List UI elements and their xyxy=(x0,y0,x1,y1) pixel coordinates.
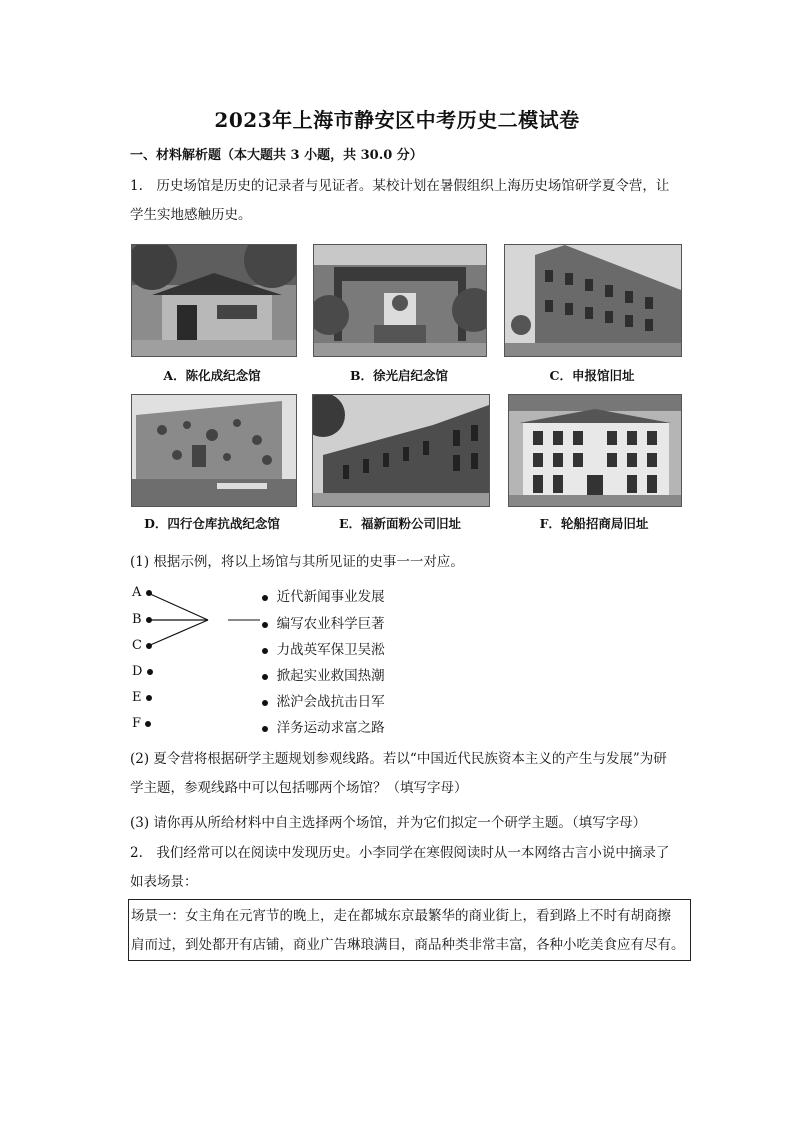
photo-a-image xyxy=(132,245,296,356)
question-1-sub-2-line-2: 学主题，参观线路中可以包括哪两个场馆？（填写字母） xyxy=(130,780,468,796)
match-left-a-letter: A xyxy=(132,585,142,600)
match-right-6-text: 洋务运动求富之路 xyxy=(276,720,385,736)
match-left-d xyxy=(132,664,153,679)
photo-b-xu-guangqi-memorial xyxy=(313,244,487,357)
dot xyxy=(146,695,152,701)
question-2-line-1: 2. 我们经常可以在阅读中发现历史。小李同学在寒假阅读时从一本网络古言小说中摘录了 xyxy=(130,845,670,861)
photo-d-image xyxy=(132,395,296,506)
caption-a: A．陈化成纪念馆 xyxy=(163,368,261,383)
match-right-3-text: 力战英军保卫吴淞 xyxy=(276,642,385,658)
question-1-sub-2-line-1: (2) 夏令营将根据研学主题规划参观线路。若以“中国近代民族资本主义的产生与发展”为研 xyxy=(130,751,667,767)
photo-e-fuxin-flour-mill xyxy=(312,394,490,507)
page-title: 2023年上海市静安区中考历史二模试卷 xyxy=(214,108,580,132)
photo-c-shenbao-building xyxy=(504,244,682,357)
match-left-d-letter: D xyxy=(132,664,143,679)
dot xyxy=(146,617,152,623)
match-right-1 xyxy=(262,585,385,605)
match-right-2 xyxy=(262,612,385,632)
scene-box xyxy=(128,899,691,961)
match-right-4-text: 掀起实业救国热潮 xyxy=(276,668,385,684)
dot xyxy=(262,674,268,680)
match-left-a xyxy=(132,585,152,600)
scene-line-2: 肩而过，到处都开有店铺，商业广告琳琅满目，商品种类非常丰富，各种小吃美食应有尽有。 xyxy=(131,937,685,953)
photo-a-chen-huacheng-memorial xyxy=(131,244,297,357)
caption-e: E．福新面粉公司旧址 xyxy=(338,516,462,531)
match-left-b xyxy=(132,612,152,627)
match-left-f-letter: F xyxy=(132,716,142,731)
question-1-sub-2 xyxy=(130,745,695,803)
match-left-e-letter: E xyxy=(132,690,142,705)
photo-f-china-merchants-bureau xyxy=(508,394,682,507)
question-1-sub-1: (1) 根据示例，将以上场馆与其所见证的史事一一对应。 xyxy=(130,554,464,570)
match-left-c-letter: C xyxy=(132,638,142,653)
match-right-4 xyxy=(262,664,385,684)
dot xyxy=(146,643,152,649)
question-1-line-1: 1. 历史场馆是历史的记录者与见证者。某校计划在暑假组织上海历史场馆研学夏令营，让 xyxy=(130,178,670,194)
dot xyxy=(262,595,268,601)
caption-d: D．四行仓库抗战纪念馆 xyxy=(144,516,280,531)
photo-b-image xyxy=(314,245,486,356)
photo-c-image xyxy=(505,245,681,356)
question-2-line-2: 如表场景： xyxy=(130,874,198,890)
dot xyxy=(147,669,153,675)
match-left-e xyxy=(132,690,152,705)
question-1-intro xyxy=(130,172,695,230)
match-right-6 xyxy=(262,716,385,736)
dot xyxy=(262,648,268,654)
dot xyxy=(262,726,268,732)
match-left-c xyxy=(132,638,152,653)
match-right-5-text: 淞沪会战抗击日军 xyxy=(276,694,385,710)
photo-e-image xyxy=(313,395,489,506)
dot xyxy=(262,700,268,706)
dot xyxy=(146,590,152,596)
scene-line-1: 场景一：女主角在元宵节的晚上，走在都城东京最繁华的商业街上，看到路上不时有胡商擦 xyxy=(131,908,671,924)
photo-d-sihang-warehouse xyxy=(131,394,297,507)
match-right-5 xyxy=(262,690,385,710)
question-2-intro xyxy=(130,839,695,897)
caption-f: F．轮船招商局旧址 xyxy=(539,516,649,531)
question-1-sub-3: (3) 请你再从所给材料中自主选择两个场馆，并为它们拟定一个研学主题。（填写字母） xyxy=(130,815,647,831)
caption-c: C．申报馆旧址 xyxy=(549,368,635,383)
question-1-line-2: 学生实地感触历史。 xyxy=(130,207,252,223)
section-heading: 一、材料解析题（本大题共 3 小题，共 30.0 分） xyxy=(130,148,423,163)
match-right-3 xyxy=(262,638,385,658)
match-left-b-letter: B xyxy=(132,612,142,627)
photo-f-image xyxy=(509,395,681,506)
caption-b: B．徐光启纪念馆 xyxy=(349,368,449,383)
match-right-2-text: 编写农业科学巨著 xyxy=(276,616,385,632)
dot xyxy=(145,721,151,727)
match-right-1-text: 近代新闻事业发展 xyxy=(276,589,385,605)
dot xyxy=(262,622,268,628)
match-left-f xyxy=(132,716,151,731)
